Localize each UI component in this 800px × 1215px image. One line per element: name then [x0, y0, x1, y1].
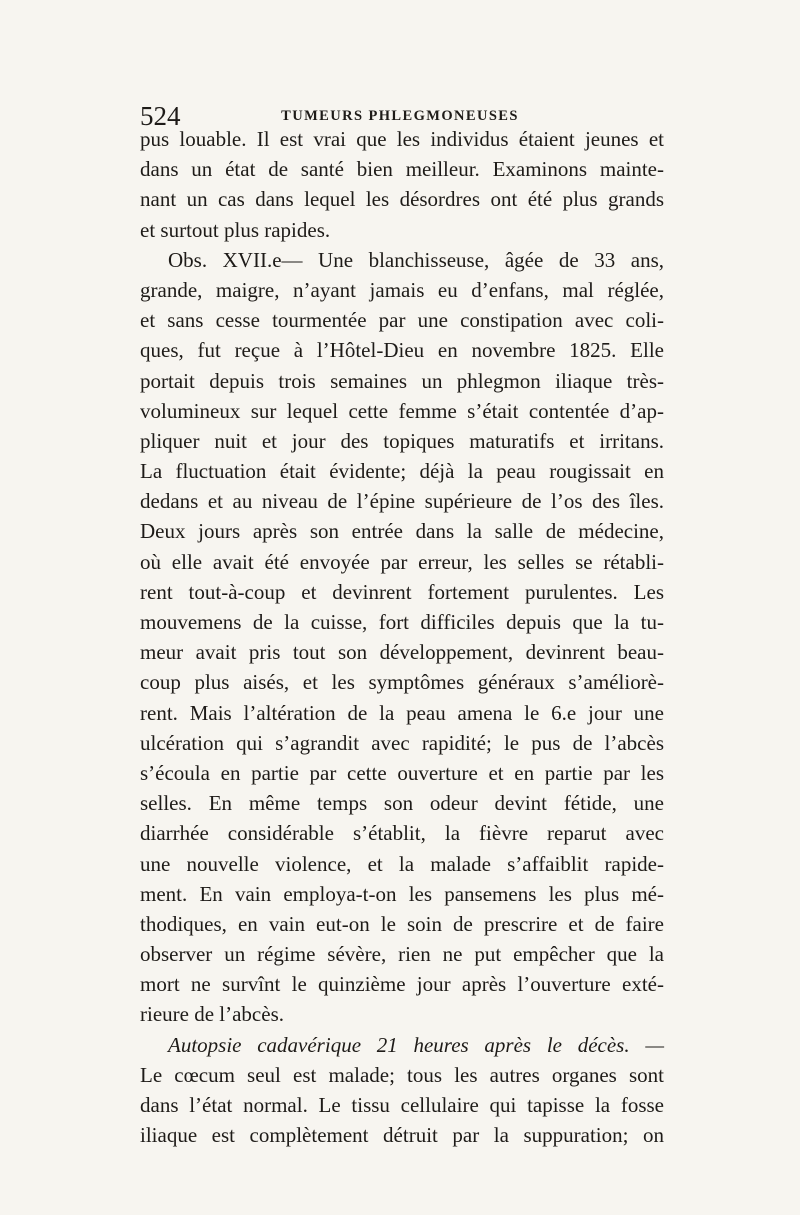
- text-line: ques, fut reçue à l’Hôtel-Dieu en novembre 1825. Elle: [140, 338, 664, 363]
- text-line: portait depuis trois semaines un phlegmon iliaque très-: [140, 368, 664, 393]
- text-line: meur avait pris tout son développement, devinrent beau-: [140, 640, 664, 665]
- text-line: mouvemens de la cuisse, fort difficiles depuis que la tu-: [140, 610, 664, 634]
- text-line: pliquer nuit et jour des topiques maturatifs et irritans.: [140, 428, 664, 453]
- text-line: ment. En vain employa-t-on les pansemens les plus mé-: [140, 881, 664, 906]
- text-line: Deux jours après son entrée dans la salle de médecine,: [140, 519, 664, 544]
- text-line: et sans cesse tourmentée par une constipation avec coli-: [140, 308, 664, 333]
- text-line: où elle avait été envoyée par erreur, les selles se rétabli-: [140, 549, 664, 574]
- text-line: Autopsie cadavérique 21 heures après le décès. —: [168, 1032, 664, 1057]
- text-line: dedans et au niveau de l’épine supérieure de l’os des îles.: [140, 489, 664, 514]
- text-line: dans l’état normal. Le tissu cellulaire qui tapisse la fosse: [140, 1093, 664, 1117]
- body-text: [140, 124, 664, 1150]
- text-line: observer un régime sévère, rien ne put empêcher que la: [140, 942, 664, 967]
- text-line: coup plus aisés, et les symptômes généraux s’améliorè-: [140, 670, 664, 695]
- text-line: grande, maigre, n’ayant jamais eu d’enfans, mal réglée,: [140, 277, 664, 302]
- text-line: ulcération qui s’agrandit avec rapidité; le pus de l’abcès: [140, 730, 664, 755]
- text-line: rent tout-à-coup et devinrent fortement purulentes. Les: [140, 579, 664, 604]
- text-line: volumineux sur lequel cette femme s’était contentée d’ap-: [140, 398, 664, 423]
- text-line: mort ne survînt le quinzième jour après l’ouverture exté-: [140, 972, 664, 997]
- text-line: selles. En même temps son odeur devint fétide, une: [140, 791, 664, 816]
- text-line: Obs. XVII.e— Une blanchisseuse, âgée de 33 ans,: [168, 247, 664, 272]
- text-line: rent. Mais l’altération de la peau amena le 6.e jour une: [140, 700, 664, 725]
- text-line: dans un état de santé bien meilleur. Examinons mainte-: [140, 157, 664, 182]
- text-line: s’écoula en partie par cette ouverture et en partie par les: [140, 760, 664, 785]
- text-line: rieure de l’abcès.: [140, 1002, 284, 1027]
- running-title: TUMEURS PHLEGMONEUSES: [281, 108, 519, 124]
- text-line: Le cœcum seul est malade; tous les autres organes sont: [140, 1062, 664, 1087]
- text-line: iliaque est complètement détruit par la suppuration; on: [140, 1123, 664, 1148]
- text-line: La fluctuation était évidente; déjà la peau rougissait en: [140, 459, 664, 484]
- text-line: nant un cas dans lequel les désordres ont été plus grands: [140, 187, 664, 212]
- page-number: 524: [140, 101, 181, 131]
- text-line: diarrhée considérable s’établit, la fièvre reparut avec: [140, 821, 664, 846]
- text-line: thodiques, en vain eut-on le soin de prescrire et de faire: [140, 911, 664, 936]
- text-line: et surtout plus rapides.: [140, 217, 331, 242]
- text-line: une nouvelle violence, et la malade s’affaiblit rapide-: [140, 851, 664, 876]
- text-line: pus louable. Il est vrai que les individus étaient jeunes et: [140, 127, 664, 151]
